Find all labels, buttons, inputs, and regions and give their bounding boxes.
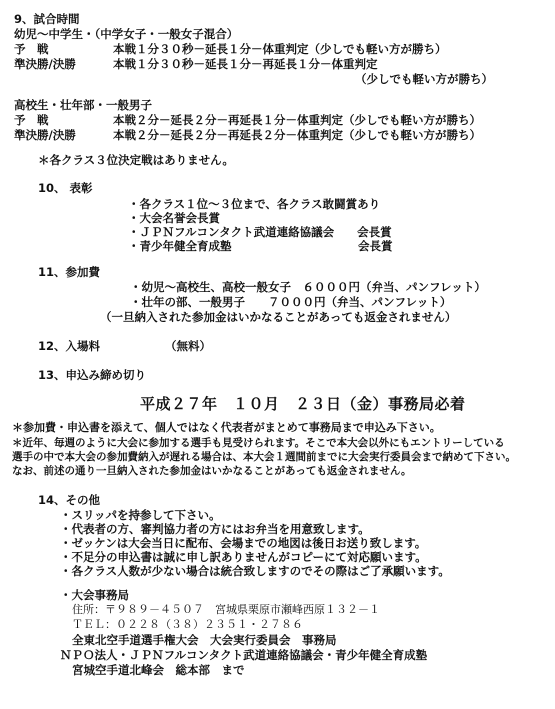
group1-row2-label: 準決勝/決勝 xyxy=(14,57,76,71)
group2-title: 高校生・壮年部・一般男子 xyxy=(14,98,152,112)
fee-item: ・幼児～高校生、高校一般女子 ６０００円（弁当、パンフレット） xyxy=(130,280,486,294)
deadline-date: 平成２７年 １０月 ２３日（金）事務局必着 xyxy=(140,395,466,413)
deadline-note: 選手の中で本大会の参加費納入が遅れる場合は、本大会１週間前までに大会実行委員会まで納めて下さい。 xyxy=(12,451,516,463)
other-item: ・代表者の方、審判協力者の方にはお弁当を用意致します。 xyxy=(60,522,370,536)
section-14-heading: 14、その他 xyxy=(38,493,101,507)
office-org: 宮城空手道北峰会 総本部 まで xyxy=(72,663,245,677)
group1-title: 幼児～中学生・（中学女子・一般女子混合） xyxy=(14,27,239,41)
deadline-note: ＊参加費・申込書を添えて、個人ではなく代表者がまとめて事務局まで申込み下さい。 xyxy=(12,421,441,434)
office-org: 全東北空手道選手権大会 大会実行委員会 事務局 xyxy=(72,633,337,647)
group2-row2-label: 準決勝/決勝 xyxy=(14,128,76,142)
group2-row2-text: 本戦２分－延長２分－再延長２分－体重判定（少しでも軽い方が勝ち） xyxy=(113,128,481,142)
group1-row1-label: 予 戦 xyxy=(14,42,49,56)
group1-row1-text: 本戦１分３０秒－延長１分－体重判定（少しでも軽い方が勝ち） xyxy=(113,42,447,56)
award-item: ・各クラス１位～３位まで、各クラス敢闘賞あり xyxy=(128,197,381,211)
award-item: ・青少年健全育成塾 会長賞 xyxy=(128,239,393,253)
section-9-heading: 9、試合時間 xyxy=(14,12,80,26)
fee-item: ・壮年の部、一般男子 ７０００円（弁当、パンフレット） xyxy=(130,295,452,309)
group2-row1-label: 予 戦 xyxy=(14,113,49,127)
office-org: ＮＰＯ法人・ＪＰＮフルコンタクト武道連絡協議会・青少年健全育成塾 xyxy=(60,648,428,662)
other-item: ・不足分の申込書は誠に申し訳ありませんがコピーにて対応願います。 xyxy=(60,550,427,564)
section-11-heading: 11、参加費 xyxy=(38,265,101,279)
fee-note: （一旦納入された参加金はいかなることがあっても返金されません） xyxy=(100,310,457,324)
group1-row2-text: 本戦１分３０秒－延長１分－再延長１分－体重判定 xyxy=(113,57,378,71)
section-13-heading: 13、申込み締め切り xyxy=(38,368,147,382)
deadline-note: なお、前述の通り一旦納入された参加金はいかなることがあっても返金されません。 xyxy=(12,465,412,477)
office-tel: ＴＥＬ：０２２８（３８）２３５１・２７８６ xyxy=(72,618,303,631)
deadline-note: ＊近年、毎週のように大会に参加する選手も見受けられます。そこで本大会以外にもエントリーしている xyxy=(12,437,505,449)
section-10-heading: 10、 表彰 xyxy=(38,181,93,195)
award-item: ・ＪＰＮフルコンタクト武道連絡協議会 会長賞 xyxy=(128,225,392,239)
section-9-note: ＊各クラス３位決定戦はありません。 xyxy=(38,153,234,167)
other-item: ・各クラス人数が少ない場合は統合致しますのでその際はご了承願います。 xyxy=(60,564,450,578)
other-item: ・スリッパを持参して下さい。 xyxy=(60,508,221,522)
office-title: ・大会事務局 xyxy=(60,588,129,602)
admission-value: （無料） xyxy=(165,339,211,353)
other-item: ・ゼッケンは大会当日に配布、会場までの地図は後日お送り致します。 xyxy=(60,536,427,550)
group1-row2-cont: （少しでも軽い方が勝ち） xyxy=(355,72,493,86)
office-address: 住所：〒９８９－４５０７ 宮城県栗原市瀬峰西原１３２－１ xyxy=(72,603,380,616)
award-item: ・大会名誉会長賞 xyxy=(128,211,220,225)
section-12-heading: 12、入場料 xyxy=(38,339,101,353)
group2-row1-text: 本戦２分－延長２分－再延長１分－体重判定（少しでも軽い方が勝ち） xyxy=(113,113,481,127)
